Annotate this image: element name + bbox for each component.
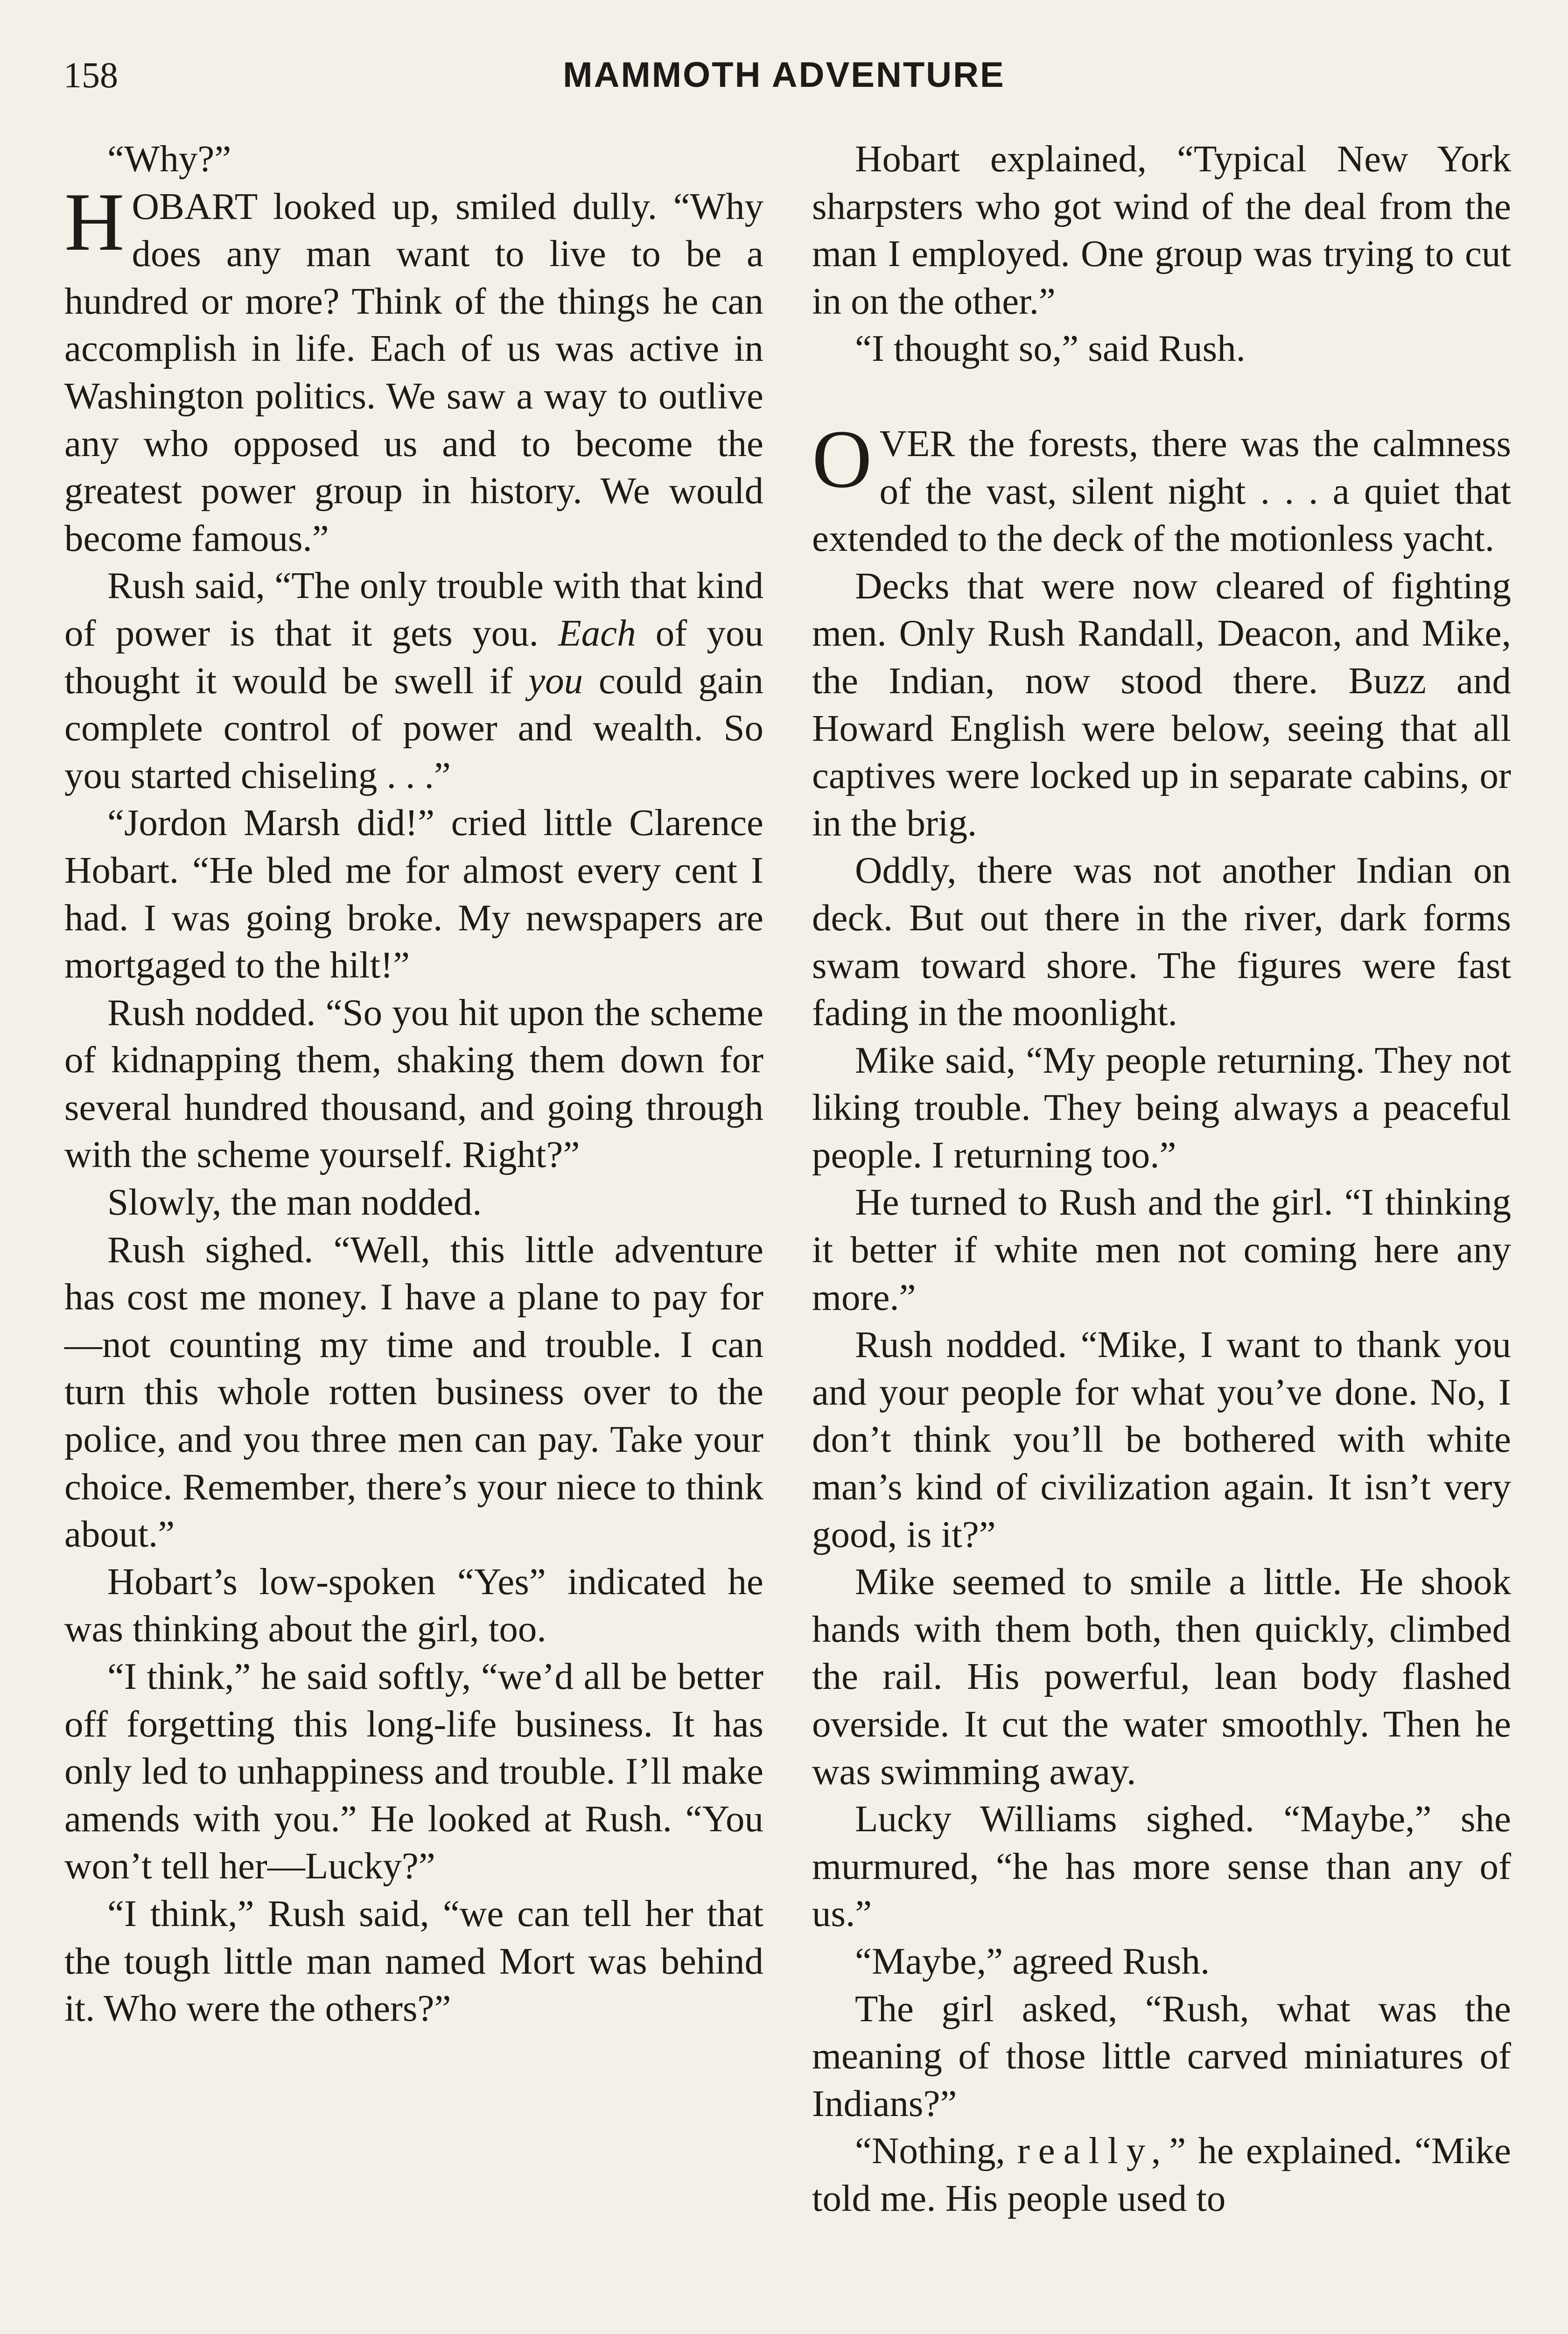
running-head: MAMMOTH ADVENTURE [563,55,1005,95]
paragraph: Mike seemed to smile a little. He shook hands with them both, then quickly, climbed the rail. His powerful, lean body flashed overside. It cut the water smoothly. Then he was swimming away. [812,1561,1511,1793]
paragraph-text: ” he explained. “Mike told me. His people used to [812,2130,1511,2219]
paragraph: Rush sighed. “Well, this little adventure has cost me money. I have a plane to pay for—not counting my time and trouble. I can turn this whole rotten business over to the police, and you three men can pay. Take your choice. Remember, there’s your niece to think about.” [64,1228,763,1555]
paragraph-text: could gain complete control of power and wealth. So you started chiseling . . .” [64,659,763,796]
paragraph: Hobart’s low-spoken “Yes” indicated he was thinking about the girl, too. [64,1560,763,1650]
paragraph: “I think,” Rush said, “we can tell her that the tough little man named Mort was behind it. Who were the others?” [64,1892,763,2030]
paragraph: Lucky Williams sighed. “Maybe,” she murmured, “he has more sense than any of us.” [812,1798,1511,1935]
emphasis-text: Each [558,612,636,654]
paragraph: “I think,” he said softly, “we’d all be better off forgetting this long-life business. It has only led to unhappiness and trouble. I’ll make amends with you.” He looked at Rush. “You won’t tell her—Lucky?” [64,1655,763,1887]
drop-cap: H [64,175,125,268]
paragraph [812,2127,1511,2222]
page-header [63,49,1505,105]
paragraph [64,175,763,562]
paragraph [64,562,763,799]
paragraph: Rush nodded. “So you hit upon the scheme of kidnapping them, shaking them down for several hundred thousand, and going through with the scheme yourself. Right?” [64,991,763,1176]
paragraph-text: Rush said, “The only trouble with that kind of power is that it gets you. [64,564,763,654]
paragraph: “Maybe,” agreed Rush. [855,1940,1210,1982]
left-column [64,135,763,2032]
paragraph: Rush nodded. “Mike, I want to thank you and your people for what you’ve done. No, I don’t think you’ll be bothered with white man’s kind of civilization again. It isn’t very good, is it?” [812,1323,1511,1555]
paragraph: Mike said, “My people returning. They not liking trouble. They being always a peaceful people. I returning too.” [812,1039,1511,1176]
paragraph-text: VER the forests, there was the calmness of the vast, silent night . . . a quiet that extended to the deck of the motionless yacht. [812,422,1511,560]
paragraph: “Why?” [107,138,231,180]
paragraph: “Jordon Marsh did!” cried little Clarence Hobart. “He bled me for almost every cent I had. I was going broke. My newspapers are mortgaged to the hilt!” [64,801,763,986]
paragraph: Oddly, there was not another Indian on deck. But out there in the river, dark forms swam toward shore. The figures were fast fading in the moonlight. [812,849,1511,1034]
paragraph: “I thought so,” said Rush. [855,327,1246,370]
spaced-text: really, [1017,2130,1169,2172]
paragraph-text: OBART looked up, smiled dully. “Why does any man want to live to be a hundred or more? Think of the things he can accomplish in life. Each of us was active in Washington politics. We saw a way to outlive any who opposed us and to become the greatest power group in history. We would become famous.” [64,185,763,559]
paragraph [812,412,1511,562]
paragraph: Hobart explained, “Typical New York sharpsters who got wind of the deal from the man I employed. One group was trying to cut in on the other.” [812,138,1511,322]
paragraph: He turned to Rush and the girl. “I thinking it better if white men not coming here any more.” [812,1181,1511,1318]
paragraph: Decks that were now cleared of fighting men. Only Rush Randall, Deacon, and Mike, the Indian, now stood there. Buzz and Howard English were below, seeing that all captives were locked up in separate cabins, or in the brig. [812,564,1511,844]
emphasis-text: you [528,659,583,702]
right-column [812,135,1511,2222]
drop-cap: O [812,412,872,505]
page-number: 158 [63,55,118,95]
paragraph: Slowly, the man nodded. [107,1181,482,1223]
paragraph: The girl asked, “Rush, what was the meaning of those little carved miniatures of Indians?” [812,1987,1511,2124]
paragraph-text: “Nothing, [855,2130,1005,2172]
paragraph-text: of you thought it would be swell if [64,612,763,702]
